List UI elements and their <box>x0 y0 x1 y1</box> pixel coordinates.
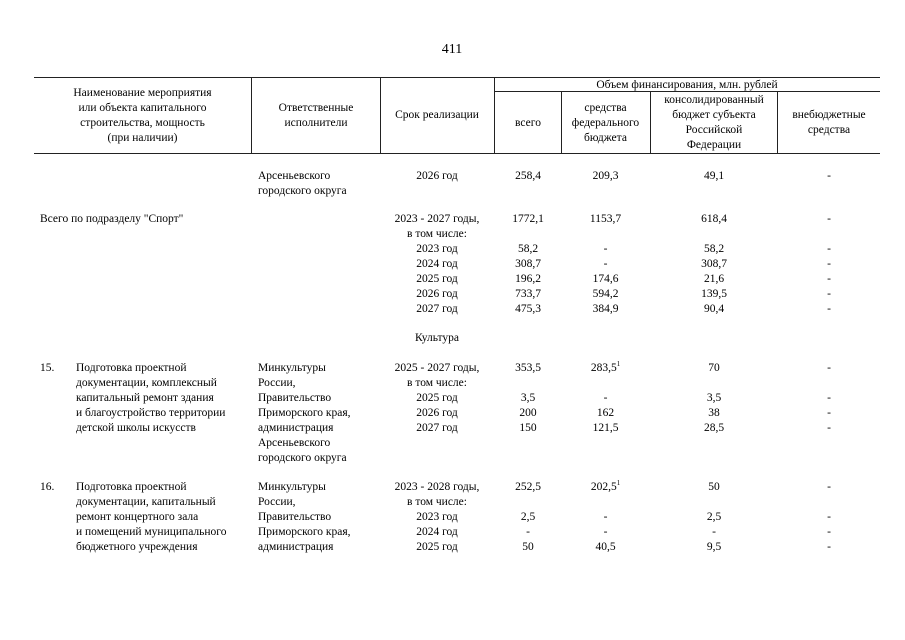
period-line: 2023 - 2028 годы, <box>394 481 480 493</box>
value-cell: - <box>827 392 831 404</box>
value-cell: 40,5 <box>595 541 616 553</box>
value-cell: 2,5 <box>706 511 722 523</box>
value-cell: 21,6 <box>703 273 725 285</box>
block-a-total: 258,4 <box>515 170 541 182</box>
period-line: 2025 год <box>416 541 458 553</box>
value-cell: - <box>827 243 831 255</box>
value-cell: 28,5 <box>703 422 725 434</box>
item15-name: Подготовка проектной документации, комплексный капитальный ремонт здания и благоустройство территории детской школы искусств <box>76 362 226 434</box>
value-cell: - <box>827 258 831 270</box>
value-cell: 200 <box>519 407 537 419</box>
block-b-regional <box>652 212 776 317</box>
value-cell: - <box>603 392 608 404</box>
col-divider <box>251 77 252 153</box>
value-cell: - <box>827 541 831 553</box>
value-cell <box>563 376 648 391</box>
value-cell: - <box>603 511 608 523</box>
value-cell: 70 <box>708 362 720 374</box>
value-cell: 139,5 <box>701 288 727 300</box>
value-cell: - <box>526 526 530 538</box>
value-cell: 1153,7 <box>589 213 622 225</box>
period-line: 2026 год <box>416 407 458 419</box>
value-cell: - <box>827 288 831 300</box>
value-cell: - <box>827 526 831 538</box>
value-cell <box>563 480 648 495</box>
header-federal: средства федерального бюджета <box>571 102 640 144</box>
value-cell: 58,2 <box>517 243 539 255</box>
item15-number: 15. <box>40 362 55 374</box>
footnote-marker: 1 <box>616 479 621 488</box>
value-cell: 50 <box>522 541 534 553</box>
value-cell: - <box>603 258 608 270</box>
item15-total <box>497 361 559 436</box>
item15-regional <box>652 361 776 436</box>
value-cell: 121,5 <box>592 422 619 434</box>
header-name: Наименование мероприятия или объекта капитального строительства, мощность (при наличии) <box>73 87 212 144</box>
period-line: 2024 год <box>416 526 458 538</box>
item16-period <box>383 480 491 555</box>
value-cell <box>497 495 559 510</box>
item16-executor: Минкультуры России, Правительство Приморского края, администрация <box>258 481 351 553</box>
block-b-extra <box>779 212 879 317</box>
value-cell <box>497 227 559 242</box>
value-cell: 90,4 <box>703 303 725 315</box>
header-executors: Ответственные исполнители <box>278 102 354 129</box>
header-period: Срок реализации <box>395 109 479 121</box>
value-cell: - <box>827 362 831 374</box>
value-cell: 3,5 <box>520 392 536 404</box>
value-cell: 2,5 <box>520 511 536 523</box>
value-cell: 38 <box>708 407 720 419</box>
value-cell: 252,5 <box>515 481 541 493</box>
value-cell: 162 <box>596 407 615 419</box>
item16-federal <box>563 480 648 555</box>
period-line: 2027 год <box>416 422 458 434</box>
period-line: 2023 год <box>416 243 458 255</box>
item16-total <box>497 480 559 555</box>
value-cell <box>497 376 559 391</box>
value-cell <box>563 495 648 510</box>
item16-name: Подготовка проектной документации, капитальный ремонт концертного зала и помещений муниципального бюджетного учреждения <box>76 481 227 553</box>
item15-extra <box>779 361 879 436</box>
value-cell: - <box>712 526 716 538</box>
value-cell <box>563 361 648 376</box>
period-line: 2023 год <box>416 511 458 523</box>
value-cell <box>652 495 776 510</box>
block-a-period: 2026 год <box>416 170 458 182</box>
header-regional: консолидированный бюджет субъекта Российской Федерации <box>664 94 764 151</box>
value-cell: - <box>827 213 831 225</box>
header-funding-title: Объем финансирования, млн. рублей <box>596 79 778 91</box>
value-cell <box>652 376 776 391</box>
value-cell: 196,2 <box>515 273 541 285</box>
footnote-marker: 1 <box>616 360 621 369</box>
value-cell: - <box>827 481 831 493</box>
value-cell: 384,9 <box>592 303 619 315</box>
value-cell: 9,5 <box>706 541 722 553</box>
value-cell: - <box>827 407 831 419</box>
value-cell: 1772,1 <box>512 213 544 225</box>
section-title: Культура <box>414 332 460 344</box>
page-number: 411 <box>441 42 463 57</box>
item16-number: 16. <box>40 481 55 493</box>
item16-extra <box>779 480 879 555</box>
value-cell: 308,7 <box>515 258 541 270</box>
value-cell: 594,2 <box>592 288 619 300</box>
period-line: в том числе: <box>407 496 467 508</box>
value-cell: 733,7 <box>515 288 541 300</box>
item16-regional <box>652 480 776 555</box>
value-cell: 353,5 <box>515 362 541 374</box>
period-line: 2025 год <box>416 273 458 285</box>
value-cell <box>652 227 776 242</box>
block-b-total <box>497 212 559 317</box>
item15-period <box>383 361 491 436</box>
period-line: в том числе: <box>407 228 467 240</box>
header-total: всего <box>515 117 541 129</box>
value-cell <box>779 376 879 391</box>
block-a-extra: - <box>827 170 831 182</box>
period-line: 2027 год <box>416 303 458 315</box>
period-line: 2024 год <box>416 258 458 270</box>
value-cell: - <box>827 422 831 434</box>
value-cell: 618,4 <box>701 213 727 225</box>
period-line: 2026 год <box>416 288 458 300</box>
value-cell <box>779 227 879 242</box>
block-a-federal: 209,3 <box>592 170 619 182</box>
period-line: 2023 - 2027 годы, <box>394 213 480 225</box>
period-line: 2025 - 2027 годы, <box>394 362 480 374</box>
value-cell: - <box>603 243 608 255</box>
block-a-executor: Арсеньевского городского округа <box>258 170 347 197</box>
value-cell: 308,7 <box>701 258 727 270</box>
block-b-federal <box>563 212 648 317</box>
item15-federal <box>563 361 648 436</box>
value-cell: 475,3 <box>515 303 541 315</box>
value-text: 283,5 <box>590 362 617 374</box>
value-cell: - <box>827 511 831 523</box>
col-divider <box>380 77 381 153</box>
col-divider <box>494 77 495 153</box>
value-cell: - <box>827 273 831 285</box>
value-cell: 150 <box>519 422 537 434</box>
value-cell: - <box>603 526 608 538</box>
value-cell: 174,6 <box>592 273 619 285</box>
value-cell: 58,2 <box>703 243 725 255</box>
period-line: в том числе: <box>407 377 467 389</box>
block-a-regional: 49,1 <box>703 170 725 182</box>
value-cell: - <box>827 303 831 315</box>
value-text: 202,5 <box>590 481 617 493</box>
block-b-name: Всего по подразделу "Спорт" <box>40 213 184 225</box>
header-extra: внебюджетные средства <box>792 109 866 136</box>
value-cell <box>779 495 879 510</box>
table-header-bottom-rule <box>34 153 880 154</box>
block-b-period <box>383 212 491 317</box>
value-cell: 3,5 <box>706 392 722 404</box>
col-divider <box>777 91 778 153</box>
value-cell <box>563 227 648 242</box>
col-divider <box>650 91 651 153</box>
item15-executor: Минкультуры России, Правительство Приморского края, администрация Арсеньевского городского округа <box>258 362 351 464</box>
period-line: 2025 год <box>416 392 458 404</box>
col-divider <box>561 91 562 153</box>
value-cell: 50 <box>708 481 720 493</box>
